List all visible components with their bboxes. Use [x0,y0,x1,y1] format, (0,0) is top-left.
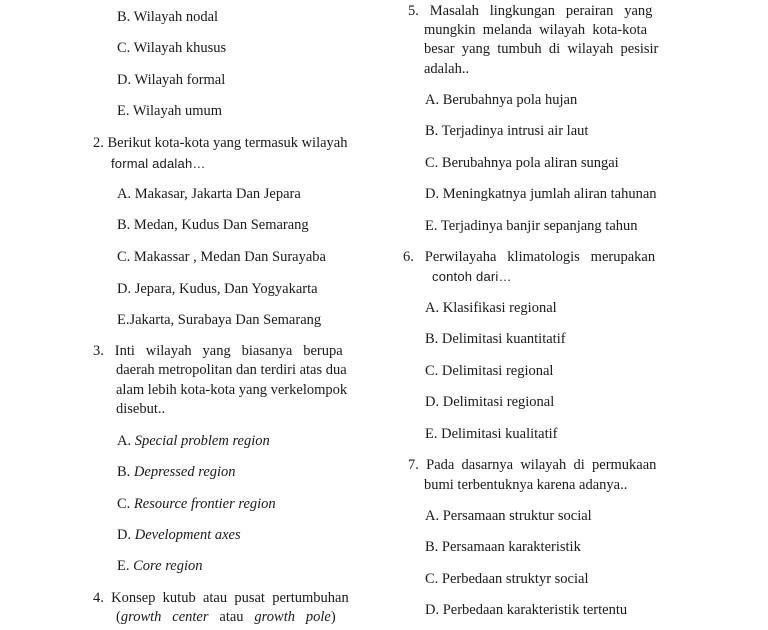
q2-option-d[interactable]: D. Jepara, Kudus, Dan Yogyakarta [117,281,318,297]
q7-option-d[interactable]: D. Perbedaan karakteristik tertentu [425,602,628,618]
q3-question-line1: 3. Inti wilayah yang biasanya berupa [93,343,343,359]
q1-option-b[interactable]: B. Wilayah nodal [117,9,219,25]
q6-question-line1: 6. Perwilayaha klimatologis merupakan [403,249,656,265]
q3-option-c-prefix: C. [117,496,134,512]
q5-option-b[interactable]: B. Terjadinya intrusi air laut [425,123,589,139]
q5-option-c[interactable]: C. Berubahnya pola aliran sungai [425,155,619,171]
q6-option-e[interactable]: E. Delimitasi kualitatif [425,426,558,442]
q6-option-c[interactable]: C. Delimitasi regional [425,363,554,379]
q3-option-e-text: Core region [133,558,203,574]
q3-option-a-prefix: A. [117,433,135,449]
q3-option-d[interactable] [117,526,241,545]
q5-question-line4: adalah.. [424,61,470,77]
q5-question-line3: besar yang tumbuh di wilayah pesisir [424,41,659,57]
q5-question-line2: mungkin melanda wilayah kota-kota [424,22,648,38]
q6-option-b[interactable]: B. Delimitasi kuantitatif [425,331,566,347]
q2-option-c[interactable]: C. Makassar , Medan Dan Surayaba [117,249,326,265]
q4-term-growth-center: growth center [120,609,209,625]
q3-option-b[interactable] [117,463,236,482]
q3-option-e[interactable] [117,557,203,576]
q3-option-c[interactable] [117,495,276,514]
q5-option-a[interactable]: A. Berubahnya pola hujan [425,92,578,108]
q7-option-c[interactable]: C. Perbedaan struktyr social [425,571,589,587]
q4-connector: atau [208,609,255,625]
q3-option-c-text: Resource frontier region [133,496,276,512]
q6-option-d[interactable]: D. Delimitasi regional [425,394,555,410]
q7-question-line1: 7. Pada dasarnya wilayah di permukaan [408,457,657,473]
q7-option-b[interactable]: B. Persamaan karakteristik [425,539,581,555]
q2-option-e[interactable]: E.Jakarta, Surabaya Dan Semarang [117,312,322,328]
q5-option-e[interactable]: E. Terjadinya banjir sepanjang tahun [425,218,638,234]
q3-option-d-prefix: D. [117,527,135,543]
q2-option-a[interactable]: A. Makasar, Jakarta Dan Jepara [117,186,301,202]
q7-option-a[interactable]: A. Persamaan struktur social [425,508,592,524]
q4-paren-close: ) [330,609,336,625]
q5-option-d[interactable]: D. Meningkatnya jumlah aliran tahunan [425,186,657,202]
q4-question-line1: 4. Konsep kutub atau pusat pertumbuhan [93,590,349,606]
q2-option-b[interactable]: B. Medan, Kudus Dan Semarang [117,217,309,233]
q3-question-line2: daerah metropolitan dan terdiri atas dua [116,362,347,378]
q3-option-b-prefix: B. [117,464,134,480]
q5-question-line1: 5. Masalah lingkungan perairan yang [408,3,653,19]
q7-question-line2: bumi terbentuknya karena adanya.. [424,477,628,493]
q3-question-line4: disebut.. [116,401,166,417]
q2-question-line1: 2. Berikut kota-kota yang termasuk wilayah [93,135,348,151]
q3-option-b-text: Depressed region [133,464,236,480]
q3-option-e-prefix: E. [117,558,134,574]
q3-option-a[interactable] [117,432,270,451]
q1-option-c[interactable]: C. Wilayah khusus [117,40,227,56]
q4-term-growth-pole: growth pole [254,609,331,625]
q2-question-line2: formal adalah… [111,156,206,171]
q1-option-e[interactable]: E. Wilayah umum [117,103,223,119]
q3-option-d-text: Development axes [134,527,241,543]
q6-option-a[interactable]: A. Klasifikasi regional [425,300,557,316]
q1-option-d[interactable]: D. Wilayah formal [117,72,226,88]
q4-paren-open: ( [116,609,121,625]
q3-option-a-text: Special problem region [134,433,270,449]
q3-question-line3: alam lebih kota-kota yang verkelompok [116,382,348,398]
q4-question-line2 [116,608,336,627]
q6-question-line2: contoh dari… [432,269,512,284]
